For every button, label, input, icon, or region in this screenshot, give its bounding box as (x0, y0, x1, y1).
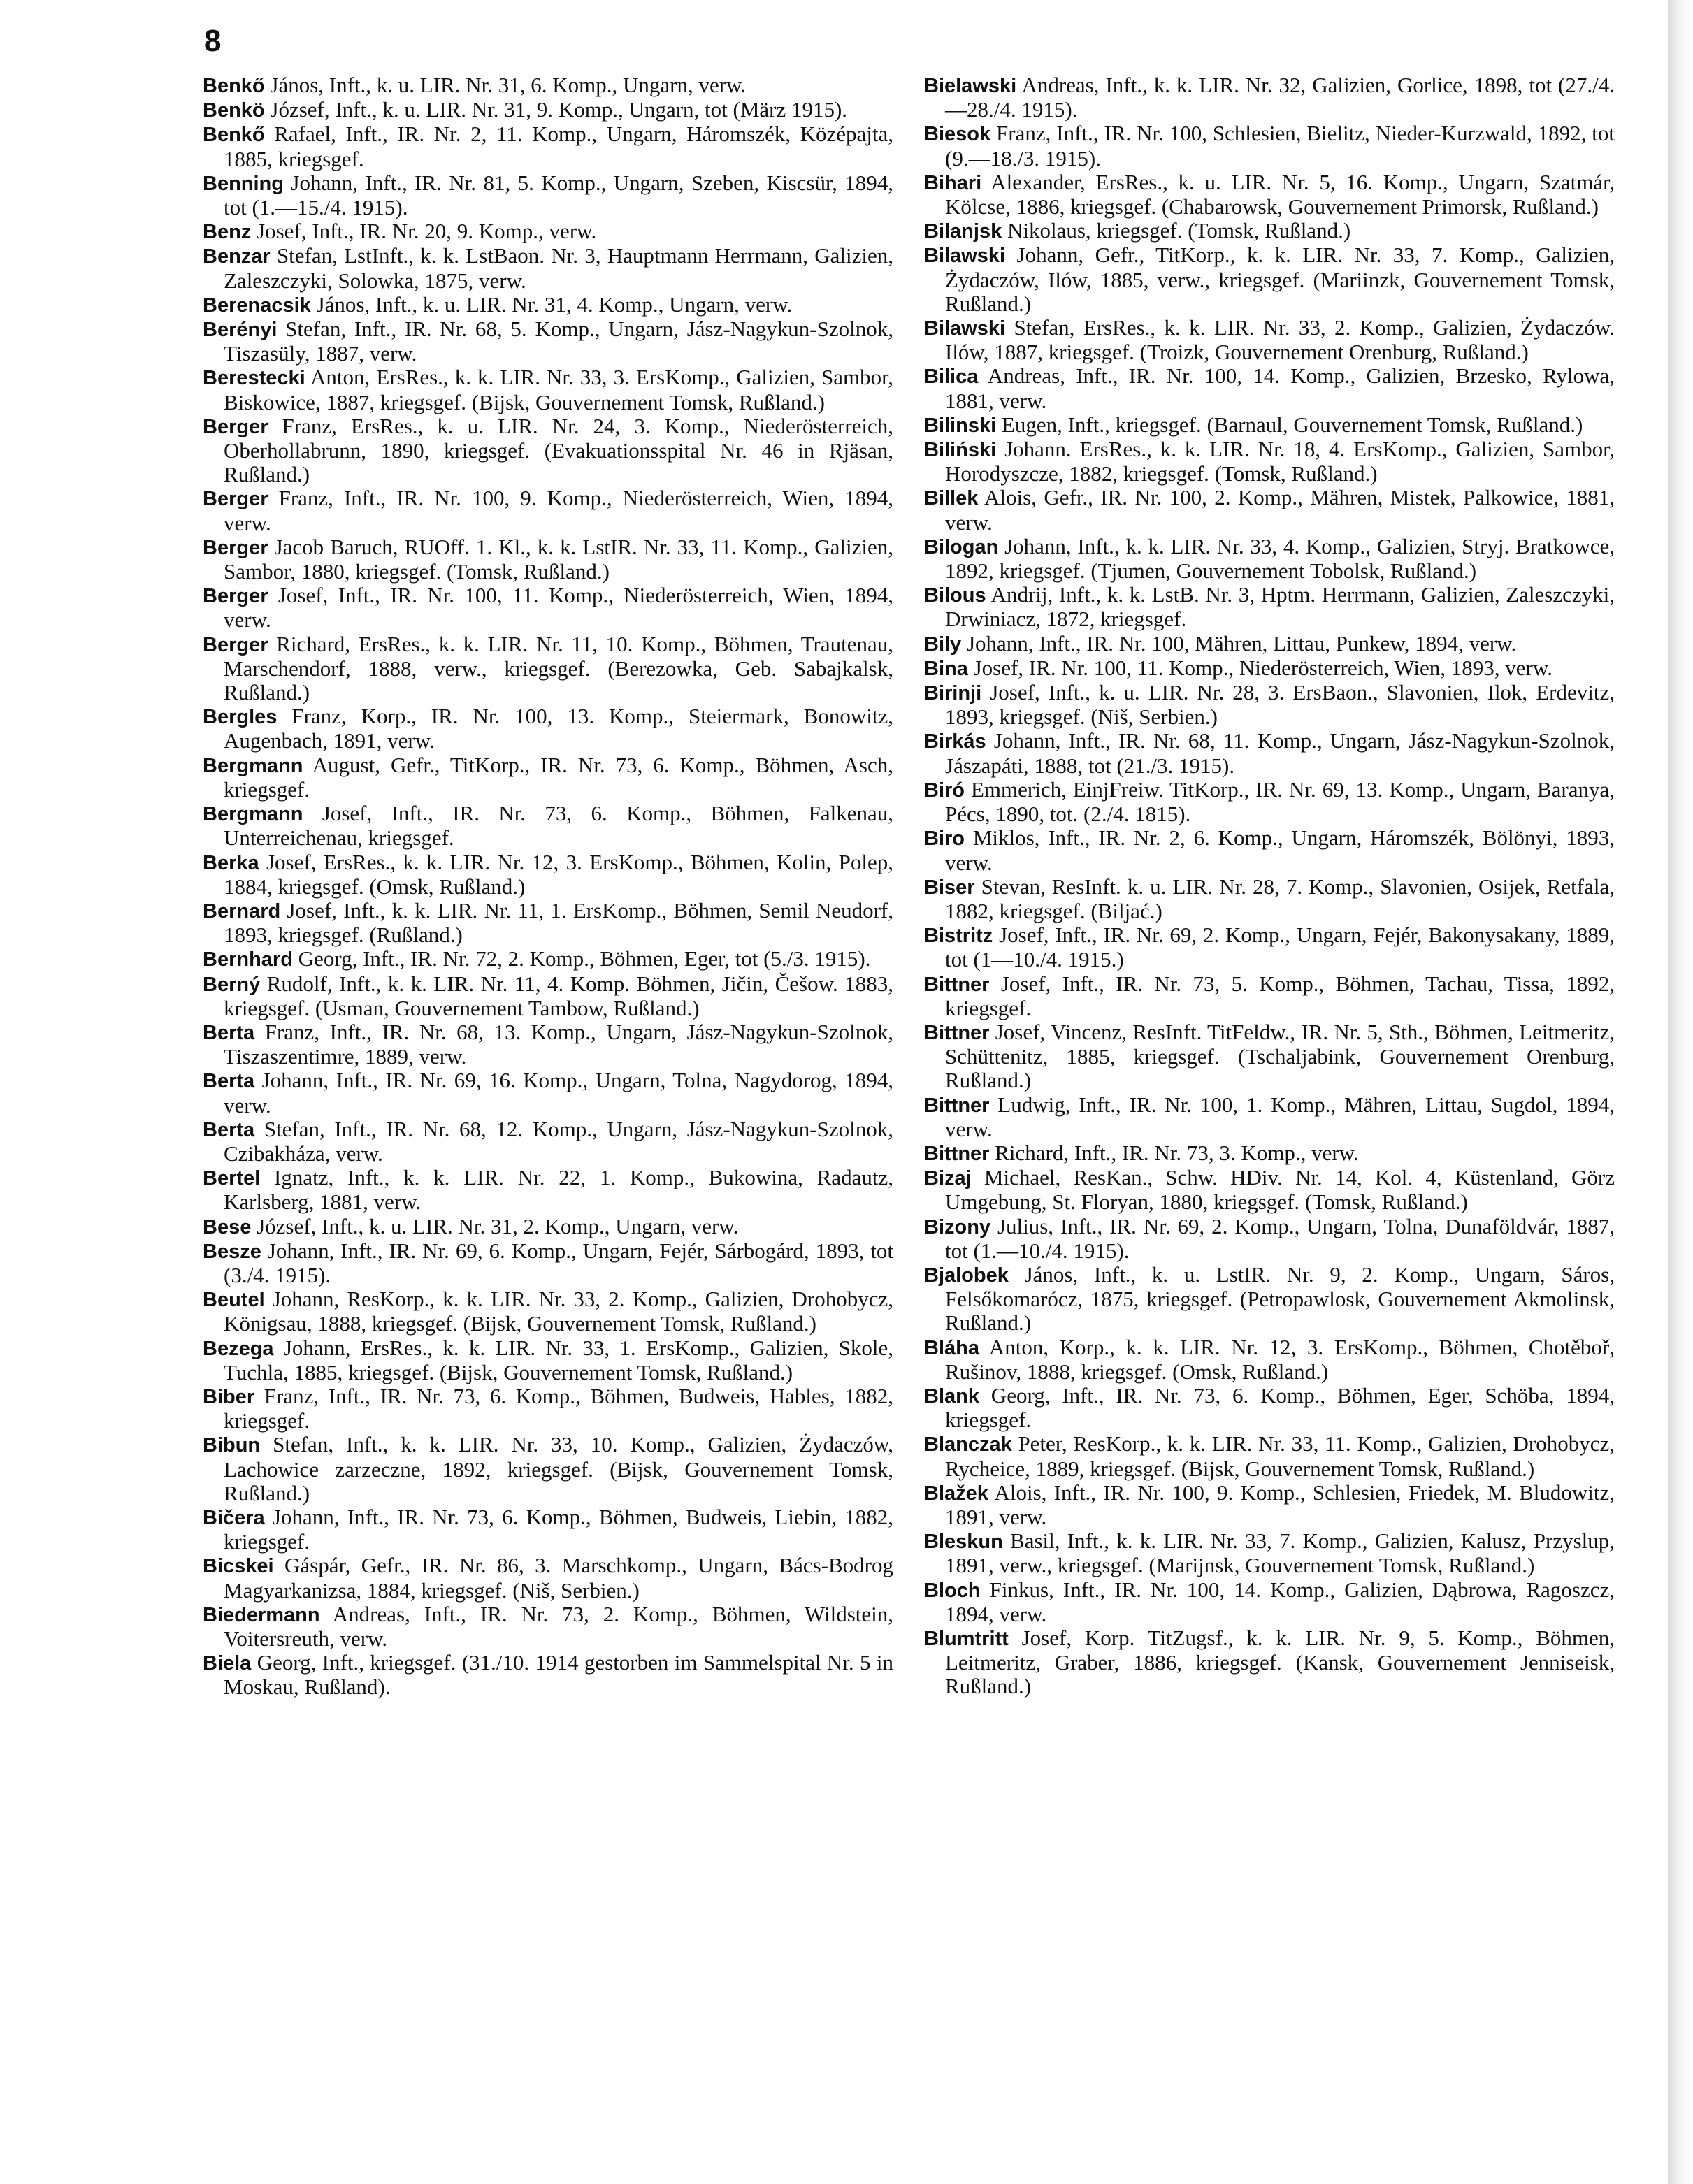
entry-details: Richard, Inft., IR. Nr. 73, 3. Komp., verw. (989, 1140, 1359, 1165)
scan-edge (1668, 0, 1693, 2184)
list-entry (203, 584, 893, 632)
entry-details: Johann, ErsRes., k. k. LIR. Nr. 33, 1. ErsKomp., Galizien, Skole, Tuchla, 1885, kriegsgef. (Bijsk, Gouvernement Tomsk, Rußland.) (224, 1335, 893, 1384)
entry-surname: Blumtritt (924, 1628, 1009, 1650)
entry-details: Stefan, LstInft., k. k. LstBaon. Nr. 3, Hauptmann Herrmann, Galizien, Zaleszczyki, Solowka, 1875, verw. (224, 243, 893, 293)
entry-surname: Bilinski (924, 414, 997, 437)
entry-surname: Berényi (203, 319, 278, 342)
list-entry (924, 316, 1615, 364)
entry-surname: Benning (203, 172, 284, 195)
list-entry (203, 1215, 893, 1239)
entry-details: Alexander, ErsRes., k. u. LIR. Nr. 5, 16. Komp., Ungarn, Szatmár, Kölcse, 1886, kriegsgef. (Chabarowsk, Gouvernement Primorsk, Rußland.) (945, 169, 1615, 219)
entry-surname: Berta (203, 1021, 255, 1044)
entry-details: János, Inft., k. u. LIR. Nr. 31, 4. Komp., Ungarn, verw. (310, 291, 793, 317)
list-entry (924, 122, 1615, 170)
entry-details: Stefan, Inft., k. k. LIR. Nr. 33, 10. Komp., Galizien, Żydaczów, Lachowice zarzeczne, 1892, kriegsgef. (Bijsk, Gouvernement Tomsk, Rußland.) (224, 1432, 893, 1505)
entry-details: Johann, ResKorp., k. k. LIR. Nr. 33, 2. Komp., Galizien, Drohobycz, Königsau, 1888, kriegsgef. (Bijsk, Gouvernement Tomsk, Rußland.) (224, 1287, 893, 1336)
list-entry (924, 1578, 1615, 1626)
entry-surname: Biela (203, 1652, 252, 1675)
entry-details: Eugen, Inft., kriegsgef. (Barnaul, Gouvernement Tomsk, Rußland.) (996, 412, 1583, 437)
list-entry (924, 1481, 1615, 1529)
entry-details: Miklos, Inft., IR. Nr. 2, 6. Komp., Ungarn, Háromszék, Bölönyi, 1893, verw. (945, 825, 1615, 875)
entry-surname: Blažek (924, 1482, 988, 1505)
list-entry (203, 972, 893, 1020)
entry-details: József, Inft., k. u. LIR. Nr. 31, 9. Komp., Ungarn, tot (März 1915). (264, 97, 848, 122)
list-entry (924, 364, 1615, 412)
entry-surname: Bizony (924, 1215, 991, 1238)
list-entry (924, 73, 1615, 122)
entry-details: Johann, Inft., IR. Nr. 68, 11. Komp., Ungarn, Jász-Nagykun-Szolnok, Jászapáti, 1888, tot (21./3. 1915). (945, 728, 1615, 778)
list-entry (924, 243, 1615, 316)
entry-details: Johann. ErsRes., k. k. LIR. Nr. 18, 4. ErsKomp., Galizien, Sambor, Horodyszcze, 1882, kriegsgef. (Tomsk, Rußland.) (945, 437, 1615, 486)
list-entry (203, 293, 893, 317)
list-entry (203, 1433, 893, 1505)
entry-details: Rudolf, Inft., k. k. LIR. Nr. 11, 4. Komp. Böhmen, Jičin, Češow. 1883, kriegsgef. (Usman, Gouvernement Tambow, Rußland.) (224, 971, 893, 1020)
list-entry (203, 899, 893, 947)
entry-surname: Blanczak (924, 1433, 1012, 1456)
entry-details: Finkus, Inft., IR. Nr. 100, 14. Komp., Galizien, Dąbrowa, Ragoszcz, 1894, verw. (945, 1577, 1615, 1626)
entry-surname: Besze (203, 1240, 261, 1263)
list-entry (203, 704, 893, 753)
entry-surname: Blank (924, 1384, 979, 1408)
entry-surname: Bezega (203, 1337, 274, 1360)
list-entry (924, 1093, 1615, 1141)
entry-details: Nikolaus, kriegsgef. (Tomsk, Rußland.) (1002, 218, 1351, 243)
entry-surname: Bese (203, 1215, 252, 1238)
entry-details: Franz, Inft., IR. Nr. 100, 9. Komp., Niederösterreich, Wien, 1894, verw. (224, 486, 893, 535)
entry-details: Andreas, Inft., IR. Nr. 73, 2. Komp., Böhmen, Wildstein, Voitersreuth, verw. (224, 1601, 893, 1651)
list-entry (924, 875, 1615, 923)
entry-details: Josef, Korp. TitZugsf., k. k. LIR. Nr. 9, 5. Komp., Böhmen, Leitmeritz, Graber, 1886, kriegsgef. (Kansk, Gouvernement Jenniseisk, Rußland.) (945, 1626, 1615, 1699)
entry-details: Richard, ErsRes., k. k. LIR. Nr. 11, 10. Komp., Böhmen, Trautenau, Marschendorf, 1888, verw., kriegsgef. (Berezowka, Geb. Sabajkalsk, Rußland.) (224, 631, 893, 705)
list-entry (203, 1069, 893, 1117)
entry-surname: Biser (924, 876, 975, 899)
entry-details: Emmerich, EinjFreiw. TitKorp., IR. Nr. 69, 13. Komp., Ungarn, Baranya, Pécs, 1890, tot. (2./4. 1815). (945, 776, 1615, 827)
entry-details: Johann, Inft., IR. Nr. 69, 6. Komp., Ungarn, Fejér, Sárbogárd, 1893, tot (3./4. 1915). (224, 1238, 893, 1287)
entry-details: Jacob Baruch, RUOff. 1. Kl., k. k. LstIR. Nr. 33, 11. Komp., Galizien, Sambor, 1880, kriegsgef. (Tomsk, Rußland.) (224, 534, 893, 584)
list-entry (203, 219, 893, 244)
entry-surname: Biró (924, 779, 965, 802)
page-number: 8 (204, 24, 222, 58)
entry-surname: Bielawski (924, 75, 1017, 97)
entry-details: Franz, Inft., IR. Nr. 68, 13. Komp., Ungarn, Jász-Nagykun-Szolnok, Tiszaszentimre, 1889, verw. (224, 1019, 893, 1069)
entry-surname: Berger (203, 585, 268, 608)
list-entry (924, 1336, 1615, 1384)
entry-surname: Bilawski (924, 317, 1006, 340)
entry-details: Josef, Inft., IR. Nr. 73, 5. Komp., Böhmen, Tachau, Tissa, 1892, kriegsgef. (945, 971, 1615, 1020)
list-entry (203, 1020, 893, 1069)
list-entry (203, 1239, 893, 1287)
list-entry (203, 1603, 893, 1651)
entry-surname: Bjalobek (924, 1264, 1009, 1287)
entry-surname: Bizaj (924, 1167, 972, 1190)
entry-surname: Biro (924, 827, 965, 851)
entry-surname: Bilogan (924, 535, 999, 558)
entry-surname: Bittner (924, 1021, 990, 1044)
entry-surname: Bittner (924, 1094, 990, 1117)
entry-surname: Bleskun (924, 1531, 1003, 1554)
entry-surname: Berenacsik (203, 294, 311, 317)
entry-surname: Bergles (203, 706, 278, 729)
entry-surname: Benzar (203, 245, 271, 268)
entry-surname: Benkő (203, 124, 265, 147)
entry-details: Rafael, Inft., IR. Nr. 2, 11. Komp., Ungarn, Háromszék, Középajta, 1885, kriegsgef. (224, 122, 893, 171)
list-entry (203, 244, 893, 292)
entry-surname: Benkö (203, 99, 265, 122)
entry-surname: Bistritz (924, 925, 993, 948)
entry-surname: Bily (924, 632, 962, 656)
entry-details: Stefan, Inft., IR. Nr. 68, 5. Komp., Ungarn, Jász-Nagykun-Szolnok, Tiszasüly, 1887, verw. (224, 317, 893, 366)
entry-surname: Berný (203, 973, 261, 996)
entry-surname: Bilawski (924, 245, 1006, 268)
entry-details: Josef, Inft., IR. Nr. 69, 2. Komp., Ungarn, Fejér, Bakonysakany, 1889, tot (1—10./4. 1915.) (945, 923, 1615, 972)
entry-surname: Beutel (203, 1289, 265, 1312)
entry-surname: Bertel (203, 1167, 261, 1190)
list-entry (203, 486, 893, 535)
entry-surname: Bittner (924, 973, 990, 996)
entry-details: Josef, Inft., IR. Nr. 20, 9. Komp., verw. (251, 219, 597, 244)
list-entry (203, 535, 893, 584)
entry-details: Franz, Korp., IR. Nr. 100, 13. Komp., Steiermark, Bonowitz, Augenbach, 1891, verw. (224, 704, 893, 753)
entry-surname: Benkő (203, 75, 265, 97)
list-entry (924, 535, 1615, 583)
entry-details: Stevan, ResInft. k. u. LIR. Nr. 28, 7. Komp., Slavonien, Osijek, Retfala, 1882, kriegsgef. (Biljać.) (945, 874, 1615, 923)
entry-details: Anton, Korp., k. k. LIR. Nr. 12, 3. ErsKomp., Böhmen, Chotěboř, Rušinov, 1888, kriegsgef. (Omsk, Rußland.) (945, 1334, 1615, 1384)
list-entry (924, 486, 1615, 534)
entry-surname: Bloch (924, 1579, 981, 1602)
entry-surname: Berger (203, 633, 268, 656)
list-entry (924, 632, 1615, 656)
list-entry (924, 171, 1615, 219)
list-entry (203, 1166, 893, 1214)
entry-details: Josef, Inft., IR. Nr. 73, 6. Komp., Böhmen, Falkenau, Unterreichenau, kriegsgef. (224, 801, 893, 851)
entry-details: Peter, ResKorp., k. k. LIR. Nr. 33, 11. Komp., Galizien, Drohobycz, Rycheice, 1889, kriegsgef. (Bijsk, Gouvernement Tomsk, Rußland.) (945, 1431, 1615, 1481)
entry-details: Josef, ErsRes., k. k. LIR. Nr. 12, 3. ErsKomp., Böhmen, Kolin, Polep, 1884, kriegsgef. (Omsk, Rußland.) (224, 849, 893, 899)
list-entry (924, 1626, 1615, 1699)
entry-details: Alois, Gefr., IR. Nr. 100, 2. Komp., Mähren, Mistek, Palkowice, 1881, verw. (945, 485, 1615, 535)
entry-surname: Biesok (924, 123, 991, 146)
list-entry (924, 1141, 1615, 1166)
list-entry (924, 681, 1615, 729)
entry-surname: Bičera (203, 1506, 265, 1529)
list-entry (924, 1215, 1615, 1263)
entry-details: Johann, Inft., IR. Nr. 100, Mähren, Littau, Punkew, 1894, verw. (961, 630, 1517, 656)
list-entry (203, 317, 893, 366)
list-entry (924, 826, 1615, 874)
entry-surname: Berta (203, 1070, 255, 1093)
list-entry (203, 1651, 893, 1699)
list-entry (924, 1166, 1615, 1214)
entry-surname: Bernard (203, 899, 281, 923)
entry-details: Franz, Inft., IR. Nr. 100, Schlesien, Bielitz, Nieder-Kurzwald, 1892, tot (9.—18./3. 1915). (945, 121, 1615, 171)
entry-details: Alois, Inft., IR. Nr. 100, 9. Komp., Schlesien, Friedek, M. Bludowitz, 1891, verw. (945, 1480, 1615, 1529)
entry-details: Basil, Inft., k. k. LIR. Nr. 33, 7. Komp., Galizien, Kalusz, Przyslup, 1891, verw., kriegsgef. (Marijnsk, Gouvernement Tomsk, Rußland.) (945, 1528, 1615, 1578)
entry-details: Ludwig, Inft., IR. Nr. 100, 1. Komp., Mähren, Littau, Sugdol, 1894, verw. (945, 1092, 1615, 1141)
list-entry (924, 972, 1615, 1020)
entry-details: Andreas, Inft., IR. Nr. 100, 14. Komp., Galizien, Brzesko, Rylowa, 1881, verw. (945, 363, 1615, 413)
entry-surname: Billek (924, 487, 979, 510)
entry-surname: Benz (203, 221, 252, 244)
list-entry (203, 632, 893, 705)
entry-surname: Bihari (924, 171, 982, 194)
entry-surname: Berka (203, 851, 259, 874)
entry-details: Andreas, Inft., k. k. LIR. Nr. 32, Galizien, Gorlice, 1898, tot (27./4.—28./4. 1915). (945, 73, 1615, 122)
entry-surname: Biliński (924, 439, 997, 462)
list-entry (203, 1118, 893, 1166)
entry-details: Stefan, Inft., IR. Nr. 68, 12. Komp., Ungarn, Jász-Nagykun-Szolnok, Czibakháza, verw. (224, 1116, 893, 1166)
list-entry (203, 1384, 893, 1433)
right-column (924, 73, 1615, 1699)
entry-surname: Bilica (924, 366, 979, 389)
entry-surname: Bergmann (203, 803, 303, 826)
entry-details: Julius, Inft., IR. Nr. 69, 2. Komp., Ungarn, Tolna, Dunaföldvár, 1887, tot (1.—10./4. 1915). (945, 1213, 1615, 1263)
list-entry (203, 753, 893, 802)
list-entry (203, 414, 893, 487)
list-entry (203, 947, 893, 971)
entry-details: Johann, Inft., IR. Nr. 73, 6. Komp., Böhmen, Budweis, Liebin, 1882, kriegsgef. (224, 1504, 893, 1554)
list-entry (203, 1554, 893, 1602)
entry-details: József, Inft., k. u. LIR. Nr. 31, 2. Komp., Ungarn, verw. (251, 1213, 739, 1238)
list-entry (924, 656, 1615, 681)
entry-surname: Bergmann (203, 754, 303, 777)
left-column (203, 73, 893, 1700)
entry-details: Georg, Inft., IR. Nr. 72, 2. Komp., Böhmen, Eger, tot (5./3. 1915). (292, 946, 871, 971)
entry-surname: Berger (203, 415, 268, 438)
entry-details: Michael, ResKan., Schw. HDiv. Nr. 14, Kol. 4, Küstenland, Görz Umgebung, St. Floryan, 1880, kriegsgef. (Tomsk, Rußland.) (945, 1165, 1615, 1215)
entry-details: Georg, Inft., IR. Nr. 73, 6. Komp., Böhmen, Eger, Schöba, 1894, kriegsgef. (945, 1382, 1615, 1433)
entry-details: Gáspár, Gefr., IR. Nr. 86, 3. Marschkomp., Ungarn, Bács-Bodrog Magyarkanizsa, 1884, kriegsgef. (Niš, Serbien.) (224, 1553, 893, 1603)
entry-details: Josef, Inft., k. k. LIR. Nr. 11, 1. ErsKomp., Böhmen, Semil Neudorf, 1893, kriegsgef. (Rußland.) (224, 897, 893, 948)
list-entry (924, 1529, 1615, 1577)
entry-details: Franz, ErsRes., k. u. LIR. Nr. 24, 3. Komp., Niederösterreich, Oberhollabrunn, 1890, kriegsgef. (Evakuationsspital Nr. 46 in Rjäsan, Rußland.) (224, 413, 893, 487)
entry-details: Johann, Inft., k. k. LIR. Nr. 33, 4. Komp., Galizien, Stryj. Bratkowce, 1892, kriegsgef. (Tjumen, Gouvernement Tobolsk, Rußland.) (945, 533, 1615, 584)
list-entry (924, 1384, 1615, 1432)
list-entry (203, 802, 893, 850)
entry-details: Andrij, Inft., k. k. LstB. Nr. 3, Hptm. Herrmann, Galizien, Zaleszczyki, Drwiniacz, 1872, kriegsgef. (945, 582, 1615, 632)
entry-surname: Bittner (924, 1142, 990, 1165)
entry-details: Josef, Vincenz, ResInft. TitFeldw., IR. Nr. 5, Sth., Böhmen, Leitmeritz, Schüttenitz, 1885, kriegsgef. (Tschaljabink, Gouvernement Orenburg, Rußland.) (945, 1019, 1615, 1093)
entry-details: János, Inft., k. u. LstIR. Nr. 9, 2. Komp., Ungarn, Sáros, Felsőkomarócz, 1875, kriegsgef. (Petropawlosk, Gouvernement Akmolinsk, Rußland.) (945, 1261, 1615, 1336)
entry-surname: Berger (203, 536, 268, 559)
entry-surname: Bernhard (203, 948, 293, 971)
entry-surname: Birkás (924, 730, 986, 753)
entry-details: Anton, ErsRes., k. k. LIR. Nr. 33, 3. ErsKomp., Galizien, Sambor, Biskowice, 1887, kriegsgef. (Bijsk, Gouvernement Tomsk, Rußland.) (224, 365, 893, 414)
entry-surname: Biber (203, 1385, 255, 1408)
entry-surname: Berger (203, 488, 268, 511)
entry-surname: Biedermann (203, 1603, 320, 1626)
list-entry (203, 122, 893, 171)
entry-surname: Bibun (203, 1434, 261, 1457)
list-entry (203, 171, 893, 219)
entry-details: János, Inft., k. u. LIR. Nr. 31, 6. Komp., Ungarn, verw. (264, 73, 747, 97)
list-entry (924, 583, 1615, 631)
list-entry (924, 1020, 1615, 1093)
list-entry (203, 1505, 893, 1554)
list-entry (924, 1432, 1615, 1480)
list-entry (203, 1287, 893, 1336)
list-entry (924, 729, 1615, 777)
entry-details: Johann, Inft., IR. Nr. 81, 5. Komp., Ungarn, Szeben, Kiscsür, 1894, tot (1.—15./4. 1915). (224, 170, 893, 220)
entry-details: August, Gefr., TitKorp., IR. Nr. 73, 6. Komp., Böhmen, Asch, kriegsgef. (224, 752, 893, 802)
entry-surname: Bilanjsk (924, 220, 1002, 243)
list-entry (203, 851, 893, 899)
list-entry (924, 219, 1615, 243)
entry-details: Johann, Gefr., TitKorp., k. k. LIR. Nr. 33, 7. Komp., Galizien, Żydaczów, Ilów, 1885, verw., kriegsgef. (Mariinzk, Gouvernement Tomsk, Rußland.) (945, 243, 1615, 316)
entry-details: Stefan, ErsRes., k. k. LIR. Nr. 33, 2. Komp., Galizien, Żydaczów. Ilów, 1887, kriegsgef. (Troizk, Gouvernement Orenburg, Rußland.) (945, 315, 1615, 365)
entry-details: Ignatz, Inft., k. k. LIR. Nr. 22, 1. Komp., Bukowina, Radautz, Karlsberg, 1881, verw. (224, 1165, 893, 1215)
entry-surname: Berta (203, 1118, 255, 1141)
list-entry (203, 98, 893, 122)
entry-surname: Bicskei (203, 1555, 274, 1578)
list-entry (924, 437, 1615, 486)
list-entry (924, 413, 1615, 437)
entry-surname: Bláha (924, 1336, 979, 1359)
list-entry (203, 1336, 893, 1384)
entry-surname: Bilous (924, 584, 986, 607)
list-entry (924, 1263, 1615, 1336)
list-entry (924, 923, 1615, 971)
list-entry (203, 73, 893, 98)
entry-surname: Berestecki (203, 367, 305, 390)
entry-surname: Bina (924, 657, 968, 680)
entry-details: Josef, IR. Nr. 100, 11. Komp., Niederösterreich, Wien, 1893, verw. (967, 655, 1552, 680)
list-entry (924, 778, 1615, 826)
list-entry (203, 366, 893, 414)
entry-details: Josef, Inft., IR. Nr. 100, 11. Komp., Niederösterreich, Wien, 1894, verw. (224, 583, 893, 632)
entry-details: Georg, Inft., kriegsgef. (31./10. 1914 gestorben im Sammelspital Nr. 5 in Moskau, Rußland). (224, 1650, 893, 1700)
entry-details: Franz, Inft., IR. Nr. 73, 6. Komp., Böhmen, Budweis, Hables, 1882, kriegsgef. (224, 1383, 893, 1433)
entry-details: Josef, Inft., k. u. LIR. Nr. 28, 3. ErsBaon., Slavonien, Ilok, Erdevitz, 1893, kriegsgef. (Niš, Serbien.) (945, 680, 1615, 730)
entry-surname: Birinji (924, 682, 982, 705)
entry-details: Johann, Inft., IR. Nr. 69, 16. Komp., Ungarn, Tolna, Nagydorog, 1894, verw. (224, 1068, 893, 1118)
